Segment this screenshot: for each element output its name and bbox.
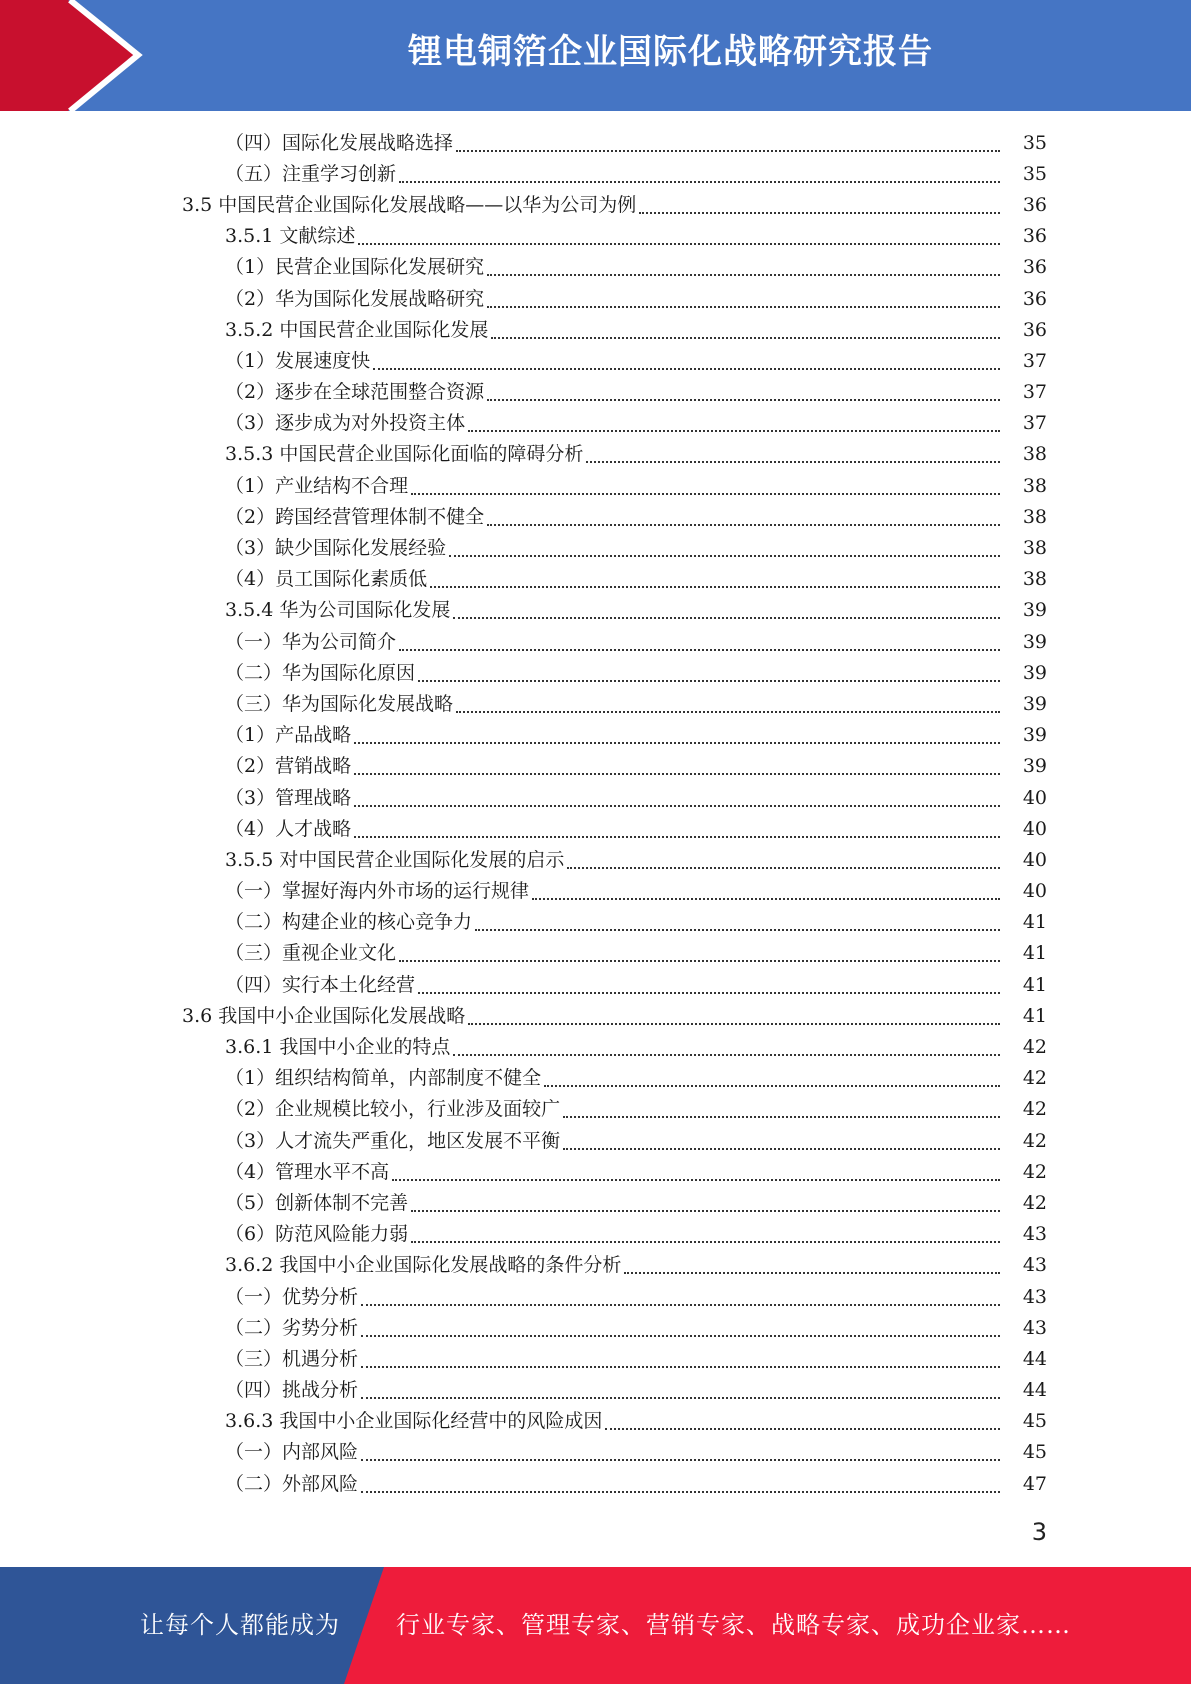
toc-dot-leader <box>411 1196 1000 1212</box>
toc-entry-label: （一）华为公司简介 <box>225 630 397 653</box>
toc-entry-page: 44 <box>1022 1347 1047 1370</box>
toc-entry-label: 3.5.1 文献综述 <box>225 225 356 248</box>
toc-entry-label: （6）防范风险能力弱 <box>225 1223 409 1246</box>
toc-dot-leader <box>354 822 1000 838</box>
toc-entry[interactable] <box>0 688 1191 719</box>
toc-entry-page: 38 <box>1022 537 1047 560</box>
toc-entry-page: 37 <box>1022 381 1047 404</box>
toc-entry[interactable] <box>0 907 1191 938</box>
toc-dot-leader <box>354 728 1000 744</box>
toc-entry-label: （一）内部风险 <box>225 1441 359 1464</box>
toc-entry-label: （一）掌握好海内外市场的运行规律 <box>225 880 530 903</box>
toc-entry-page: 41 <box>1022 1004 1047 1027</box>
toc-entry[interactable] <box>0 1406 1191 1437</box>
toc-entry[interactable] <box>0 626 1191 657</box>
toc-entry-page: 41 <box>1022 973 1047 996</box>
toc-entry-page: 37 <box>1022 349 1047 372</box>
toc-entry-label: （2）企业规模比较小，行业涉及面较广 <box>225 1098 561 1121</box>
toc-dot-leader <box>544 1071 1000 1087</box>
toc-entry-label: 3.5.2 中国民营企业国际化发展 <box>225 318 489 341</box>
toc-dot-leader <box>624 1258 1000 1274</box>
toc-entry[interactable] <box>0 1312 1191 1343</box>
footer-slogan-left: 让每个人都能成为 <box>140 1611 340 1639</box>
toc-entry-label: 3.6.2 我国中小企业国际化发展战略的条件分析 <box>225 1254 622 1277</box>
toc-entry[interactable] <box>0 1031 1191 1062</box>
toc-entry-page: 39 <box>1022 630 1047 653</box>
toc-entry-page: 43 <box>1022 1223 1047 1246</box>
toc-entry[interactable] <box>0 1063 1191 1094</box>
toc-entry[interactable] <box>0 127 1191 158</box>
toc-entry[interactable] <box>0 657 1191 688</box>
toc-entry-page: 38 <box>1022 443 1047 466</box>
toc-entry-page: 41 <box>1022 942 1047 965</box>
toc-dot-leader <box>373 354 1000 370</box>
toc-dot-leader <box>487 510 1000 526</box>
footer-slogan-right: 行业专家、管理专家、营销专家、战略专家、成功企业家…… <box>396 1611 1071 1639</box>
toc-entry-label: （四）实行本土化经营 <box>225 973 416 996</box>
toc-entry-page: 45 <box>1022 1410 1047 1433</box>
toc-entry[interactable] <box>0 1125 1191 1156</box>
toc-dot-leader <box>453 1040 1000 1056</box>
toc-entry-page: 39 <box>1022 599 1047 622</box>
toc-entry-page: 43 <box>1022 1285 1047 1308</box>
toc-entry-page: 38 <box>1022 474 1047 497</box>
toc-entry-label: （三）华为国际化发展战略 <box>225 692 454 715</box>
toc-dot-leader <box>361 1383 1000 1399</box>
toc-entry-label: （4）人才战略 <box>225 817 352 840</box>
toc-dot-leader <box>487 385 1000 401</box>
toc-entry[interactable] <box>0 439 1191 470</box>
toc-dot-leader <box>399 167 1000 183</box>
toc-entry-page: 41 <box>1022 911 1047 934</box>
toc-entry[interactable] <box>0 813 1191 844</box>
header-chevron-icon <box>0 0 160 111</box>
toc-entry[interactable] <box>0 720 1191 751</box>
toc-dot-leader <box>487 292 1000 308</box>
toc-dot-leader <box>358 229 1000 245</box>
toc-entry[interactable] <box>0 938 1191 969</box>
toc-entry-page: 42 <box>1022 1067 1047 1090</box>
toc-dot-leader <box>475 915 1000 931</box>
toc-entry[interactable] <box>0 1219 1191 1250</box>
toc-entry-label: 3.6.3 我国中小企业国际化经营中的风险成因 <box>225 1410 603 1433</box>
toc-entry[interactable] <box>0 1343 1191 1374</box>
toc-entry-label: （二）华为国际化原因 <box>225 661 416 684</box>
toc-entry-page: 42 <box>1022 1129 1047 1152</box>
toc-entry[interactable] <box>0 189 1191 220</box>
toc-entry-page: 36 <box>1022 225 1047 248</box>
toc-dot-leader <box>399 946 1000 962</box>
toc-entry-label: （3）逐步成为对外投资主体 <box>225 412 466 435</box>
toc-entry-page: 40 <box>1022 786 1047 809</box>
toc-dot-leader <box>418 978 1000 994</box>
table-of-contents <box>0 127 1191 1499</box>
toc-entry-page: 36 <box>1022 318 1047 341</box>
page-header <box>0 0 1191 111</box>
toc-entry[interactable] <box>0 158 1191 189</box>
toc-entry-page: 45 <box>1022 1441 1047 1464</box>
toc-entry-label: （2）营销战略 <box>225 755 352 778</box>
report-title: 锂电铜箔企业国际化战略研究报告 <box>408 32 933 72</box>
toc-entry[interactable] <box>0 1437 1191 1468</box>
toc-entry-page: 43 <box>1022 1254 1047 1277</box>
toc-entry[interactable] <box>0 595 1191 626</box>
toc-dot-leader <box>354 791 1000 807</box>
toc-dot-leader <box>361 1445 1000 1461</box>
toc-entry[interactable] <box>0 283 1191 314</box>
toc-entry-page: 39 <box>1022 661 1047 684</box>
toc-entry-label: 3.5.4 华为公司国际化发展 <box>225 599 451 622</box>
toc-entry-label: （三）机遇分析 <box>225 1347 359 1370</box>
toc-entry-label: （4）员工国际化素质低 <box>225 568 428 591</box>
toc-dot-leader <box>563 1134 1000 1150</box>
toc-dot-leader <box>563 1102 1000 1118</box>
toc-entry-label: （5）创新体制不完善 <box>225 1191 409 1214</box>
toc-entry-label: （四）国际化发展战略选择 <box>225 131 454 154</box>
toc-entry[interactable] <box>0 532 1191 563</box>
toc-entry-page: 39 <box>1022 692 1047 715</box>
toc-entry-page: 36 <box>1022 193 1047 216</box>
toc-dot-leader <box>392 1165 1000 1181</box>
toc-entry[interactable] <box>0 1156 1191 1187</box>
toc-dot-leader <box>605 1414 1000 1430</box>
toc-entry[interactable] <box>0 377 1191 408</box>
toc-entry-page: 42 <box>1022 1036 1047 1059</box>
toc-entry-label: 3.6 我国中小企业国际化发展战略 <box>182 1004 466 1027</box>
toc-entry-label: （3）管理战略 <box>225 786 352 809</box>
toc-entry-label: （三）重视企业文化 <box>225 942 397 965</box>
toc-entry[interactable] <box>0 1000 1191 1031</box>
toc-entry-page: 36 <box>1022 256 1047 279</box>
toc-entry-page: 35 <box>1022 131 1047 154</box>
toc-entry[interactable] <box>0 408 1191 439</box>
toc-dot-leader <box>361 1352 1000 1368</box>
toc-entry[interactable] <box>0 470 1191 501</box>
toc-entry[interactable] <box>0 501 1191 532</box>
toc-entry-label: （2）跨国经营管理体制不健全 <box>225 505 485 528</box>
toc-entry-label: （3）人才流失严重化，地区发展不平衡 <box>225 1129 561 1152</box>
toc-entry-page: 40 <box>1022 880 1047 903</box>
toc-entry-label: （一）优势分析 <box>225 1285 359 1308</box>
toc-entry-label: 3.5 中国民营企业国际化发展战略——以华为公司为例 <box>182 193 637 216</box>
toc-dot-leader <box>487 260 1000 276</box>
toc-entry[interactable] <box>0 252 1191 283</box>
toc-entry-page: 43 <box>1022 1316 1047 1339</box>
toc-entry-page: 39 <box>1022 755 1047 778</box>
toc-entry-label: （4）管理水平不高 <box>225 1160 390 1183</box>
toc-entry-page: 38 <box>1022 568 1047 591</box>
toc-dot-leader <box>411 479 1000 495</box>
toc-entry-page: 37 <box>1022 412 1047 435</box>
toc-entry-page: 38 <box>1022 505 1047 528</box>
toc-entry-label: （1）发展速度快 <box>225 349 371 372</box>
toc-entry-label: （二）劣势分析 <box>225 1316 359 1339</box>
toc-entry-page: 42 <box>1022 1098 1047 1121</box>
toc-entry-label: （五）注重学习创新 <box>225 162 397 185</box>
toc-entry[interactable] <box>0 1375 1191 1406</box>
toc-entry[interactable] <box>0 751 1191 782</box>
toc-dot-leader <box>361 1477 1000 1493</box>
toc-entry-page: 47 <box>1022 1472 1047 1495</box>
toc-dot-leader <box>586 447 1000 463</box>
toc-entry-label: 3.5.5 对中国民营企业国际化发展的启示 <box>225 848 565 871</box>
toc-entry-label: （2）逐步在全球范围整合资源 <box>225 381 485 404</box>
page-footer <box>0 1567 1191 1684</box>
toc-entry-page: 40 <box>1022 848 1047 871</box>
toc-entry[interactable] <box>0 564 1191 595</box>
toc-entry-page: 40 <box>1022 817 1047 840</box>
toc-entry[interactable] <box>0 844 1191 875</box>
red-chevron-shape <box>0 0 134 111</box>
toc-entry-label: （1）民营企业国际化发展研究 <box>225 256 485 279</box>
toc-entry[interactable] <box>0 782 1191 813</box>
toc-entry-label: （3）缺少国际化发展经验 <box>225 537 447 560</box>
toc-entry[interactable] <box>0 221 1191 252</box>
toc-dot-leader <box>456 136 1000 152</box>
toc-entry[interactable] <box>0 345 1191 376</box>
toc-entry-label: （1）产业结构不合理 <box>225 474 409 497</box>
toc-entry-label: （四）挑战分析 <box>225 1379 359 1402</box>
toc-entry-page: 36 <box>1022 287 1047 310</box>
page-number: 3 <box>1031 1518 1047 1546</box>
toc-entry-page: 39 <box>1022 724 1047 747</box>
toc-dot-leader <box>567 853 1000 869</box>
toc-dot-leader <box>532 884 1000 900</box>
toc-dot-leader <box>361 1321 1000 1337</box>
toc-entry-label: （二）外部风险 <box>225 1472 359 1495</box>
toc-dot-leader <box>430 572 1000 588</box>
toc-dot-leader <box>468 416 1000 432</box>
toc-dot-leader <box>411 1227 1000 1243</box>
toc-entry[interactable] <box>0 314 1191 345</box>
toc-entry-page: 44 <box>1022 1379 1047 1402</box>
toc-entry-label: 3.6.1 我国中小企业的特点 <box>225 1036 451 1059</box>
toc-dot-leader <box>361 1290 1000 1306</box>
toc-dot-leader <box>456 697 1000 713</box>
toc-dot-leader <box>639 198 1000 214</box>
toc-entry-label: （2）华为国际化发展战略研究 <box>225 287 485 310</box>
toc-entry[interactable] <box>0 876 1191 907</box>
toc-dot-leader <box>418 666 1000 682</box>
toc-entry-page: 35 <box>1022 162 1047 185</box>
toc-dot-leader <box>491 323 1000 339</box>
toc-entry-label: （二）构建企业的核心竞争力 <box>225 911 473 934</box>
toc-entry-label: （1）产品战略 <box>225 724 352 747</box>
toc-entry[interactable] <box>0 1187 1191 1218</box>
toc-dot-leader <box>399 635 1000 651</box>
toc-dot-leader <box>453 603 1000 619</box>
toc-entry[interactable] <box>0 1250 1191 1281</box>
toc-entry[interactable] <box>0 969 1191 1000</box>
toc-dot-leader <box>468 1009 1000 1025</box>
toc-entry-page: 42 <box>1022 1160 1047 1183</box>
toc-entry-page: 42 <box>1022 1191 1047 1214</box>
toc-dot-leader <box>354 759 1000 775</box>
toc-entry[interactable] <box>0 1281 1191 1312</box>
toc-entry-label: 3.5.3 中国民营企业国际化面临的障碍分析 <box>225 443 584 466</box>
toc-entry[interactable] <box>0 1094 1191 1125</box>
toc-entry-label: （1）组织结构简单，内部制度不健全 <box>225 1067 542 1090</box>
toc-dot-leader <box>449 541 1000 557</box>
toc-entry[interactable] <box>0 1468 1191 1499</box>
